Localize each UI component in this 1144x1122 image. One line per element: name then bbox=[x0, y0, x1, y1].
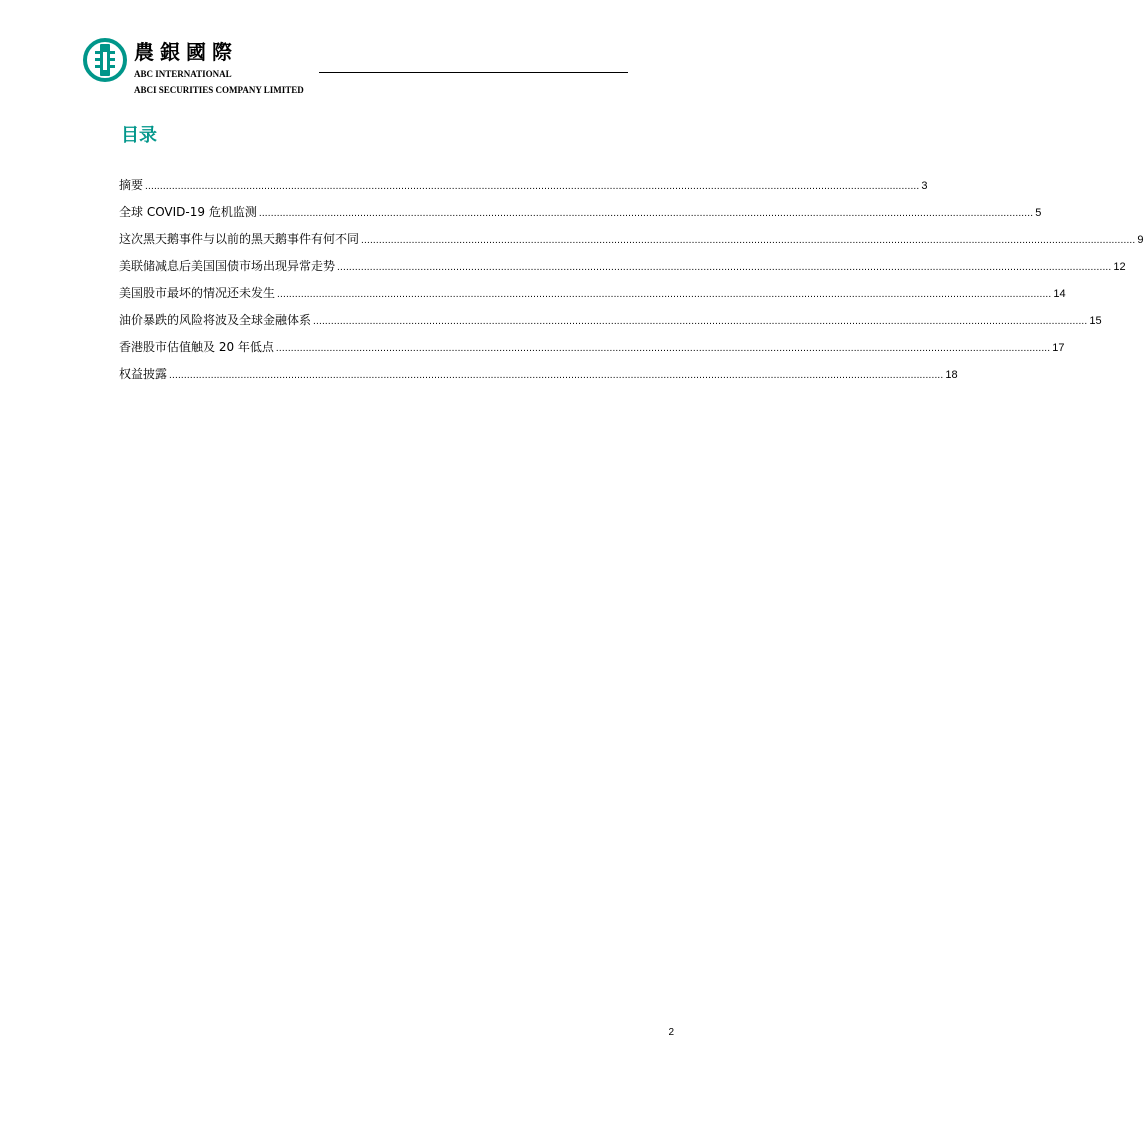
toc-entry-label: 全球 COVID-19 危机监测 bbox=[119, 205, 257, 219]
toc-entry[interactable] bbox=[119, 280, 1066, 307]
toc-leader-dots: .................................................................................................................................................................................................................................................................... bbox=[275, 343, 1051, 354]
toc-entry[interactable] bbox=[119, 361, 958, 388]
toc-entry-label: 美国股市最坏的情况还未发生 bbox=[119, 286, 276, 300]
toc-entry-page: 18 bbox=[945, 369, 958, 381]
abc-bank-logo-icon bbox=[83, 38, 127, 82]
toc-entry[interactable] bbox=[119, 226, 1144, 253]
brand-company-name: ABCI SECURITIES COMPANY LIMITED bbox=[134, 85, 304, 95]
toc-entry-label: 香港股市估值触及 20 年低点 bbox=[119, 340, 274, 354]
toc-leader-dots: .................................................................................................................................................................................................................................................................... bbox=[258, 208, 1034, 219]
brand-english-name: ABC INTERNATIONAL bbox=[134, 69, 232, 79]
toc-entry-label: 油价暴跌的风险将波及全球金融体系 bbox=[119, 313, 312, 327]
toc-entry[interactable] bbox=[119, 199, 1042, 226]
toc-entry[interactable] bbox=[119, 334, 1065, 361]
toc-entry-page: 3 bbox=[921, 180, 928, 192]
brand-chinese-name: 農銀國際 bbox=[134, 40, 238, 64]
toc-entry-label: 权益披露 bbox=[119, 367, 168, 381]
toc-leader-dots: .................................................................................................................................................................................................................................................................... bbox=[337, 262, 1112, 273]
toc-leader-dots: .................................................................................................................................................................................................................................................................... bbox=[145, 181, 920, 192]
table-of-contents bbox=[119, 172, 1144, 388]
toc-entry[interactable] bbox=[119, 172, 928, 199]
toc-entry-page: 9 bbox=[1137, 234, 1144, 246]
toc-leader-dots: .................................................................................................................................................................................................................................................................... bbox=[361, 235, 1136, 246]
toc-leader-dots: .................................................................................................................................................................................................................................................................... bbox=[169, 370, 944, 381]
toc-entry-page: 12 bbox=[1113, 261, 1126, 273]
toc-leader-dots: .................................................................................................................................................................................................................................................................... bbox=[313, 316, 1088, 327]
toc-entry-label: 美联储减息后美国国债市场出现异常走势 bbox=[119, 259, 336, 273]
toc-entry-page: 5 bbox=[1035, 207, 1042, 219]
toc-entry-page: 15 bbox=[1089, 315, 1102, 327]
toc-entry-label: 这次黑天鹅事件与以前的黑天鹅事件有何不同 bbox=[119, 232, 360, 246]
toc-entry-page: 14 bbox=[1053, 288, 1066, 300]
toc-entry-page: 17 bbox=[1052, 342, 1065, 354]
toc-entry-label: 摘要 bbox=[119, 178, 144, 192]
toc-entry[interactable] bbox=[119, 307, 1102, 334]
toc-leader-dots: .................................................................................................................................................................................................................................................................... bbox=[277, 289, 1052, 300]
page-number: 2 bbox=[668, 1027, 674, 1038]
toc-entry[interactable] bbox=[119, 253, 1126, 280]
toc-title: 目录 bbox=[121, 125, 157, 146]
header-divider bbox=[319, 72, 628, 73]
